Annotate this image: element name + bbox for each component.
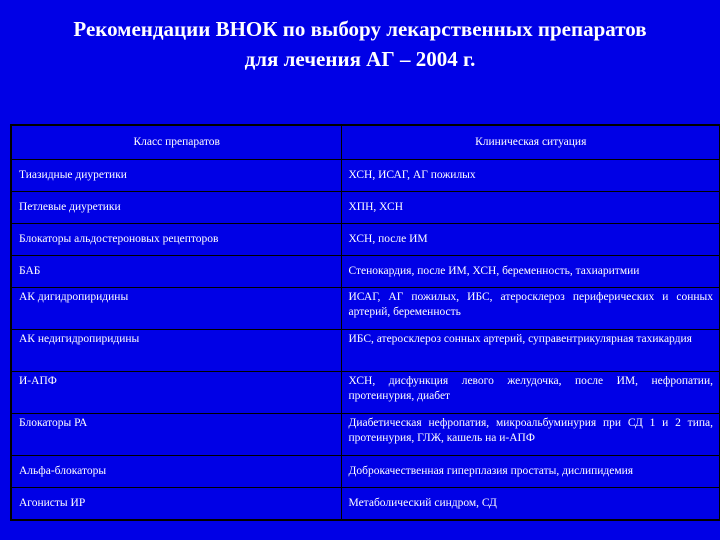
table-row (11, 224, 720, 256)
clinical-situation-cell: Стенокардия, после ИМ, ХСН, беременность, тахиаритмии (341, 256, 720, 288)
table-row (11, 160, 720, 192)
table-row (11, 288, 720, 330)
table-row (11, 256, 720, 288)
clinical-situation-cell: ИБС, атеросклероз сонных артерий, суправентрикулярная тахикардия (341, 330, 720, 372)
drug-class-cell: Петлевые диуретики (11, 192, 341, 224)
clinical-situation-cell: Метаболический синдром, СД (341, 488, 720, 521)
clinical-situation-cell: Доброкачественная гиперплазия простаты, дислипидемия (341, 456, 720, 488)
drug-class-cell: Блокаторы альдостероновых рецепторов (11, 224, 341, 256)
clinical-situation-cell: ХСН, после ИМ (341, 224, 720, 256)
table-row (11, 488, 720, 521)
slide-title (0, 14, 720, 74)
drug-class-cell: Агонисты ИР (11, 488, 341, 521)
drug-class-cell: Блокаторы РА (11, 414, 341, 456)
table-row (11, 330, 720, 372)
drug-class-cell: Тиазидные диуретики (11, 160, 341, 192)
recommendations-table (10, 124, 720, 521)
table-row (11, 414, 720, 456)
clinical-situation-cell: Диабетическая нефропатия, микроальбуминурия при СД 1 и 2 типа, протеинурия, ГЛЖ, кашель на и-АПФ (341, 414, 720, 456)
clinical-situation-cell: ХПН, ХСН (341, 192, 720, 224)
drug-class-cell: Альфа-блокаторы (11, 456, 341, 488)
table-row (11, 192, 720, 224)
slide-title-line1: Рекомендации ВНОК по выбору лекарственных препаратов (73, 17, 647, 41)
clinical-situation-cell: ХСН, дисфункция левого желудочка, после ИМ, нефропатии, протеинурия, диабет (341, 372, 720, 414)
table-row (11, 456, 720, 488)
drug-class-cell: И-АПФ (11, 372, 341, 414)
column-header-drug-class: Класс препаратов (11, 125, 341, 160)
column-header-clinical-situation: Клиническая ситуация (341, 125, 720, 160)
drug-class-cell: БАБ (11, 256, 341, 288)
table-header-row (11, 125, 720, 160)
drug-class-cell: АК дигидропиридины (11, 288, 341, 330)
drug-class-cell: АК недигидропиридины (11, 330, 341, 372)
table-row (11, 372, 720, 414)
clinical-situation-cell: ИСАГ, АГ пожилых, ИБС, атеросклероз периферических и сонных артерий, беременность (341, 288, 720, 330)
clinical-situation-cell: ХСН, ИСАГ, АГ пожилых (341, 160, 720, 192)
slide-title-line2: для лечения АГ – 2004 г. (244, 47, 476, 71)
